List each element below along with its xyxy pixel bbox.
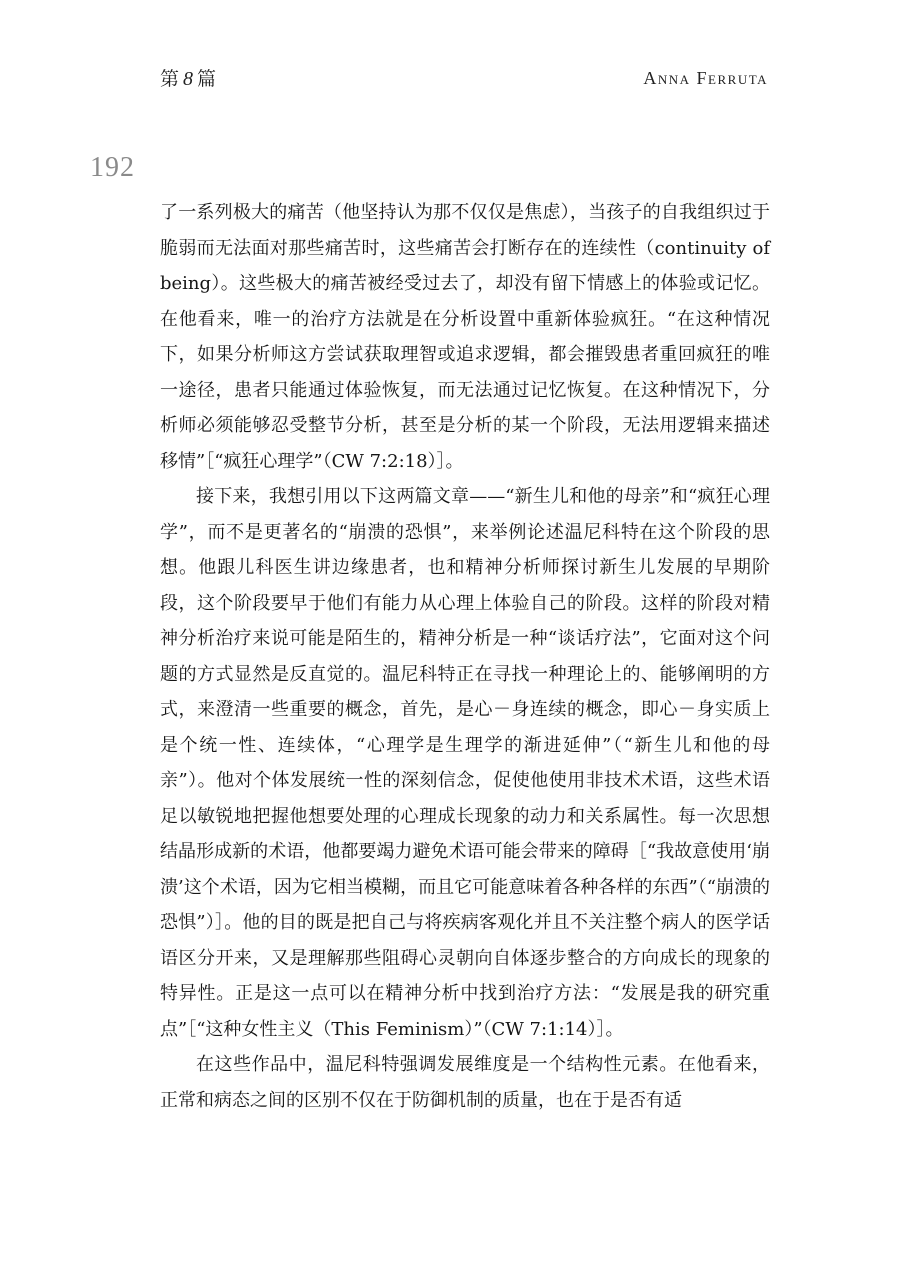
chapter-suffix: 篇 (197, 68, 218, 90)
running-head-author: Anna Ferruta (643, 68, 768, 88)
chapter-number: 8 (183, 68, 195, 90)
paragraph-continued: 了一系列极大的痛苦（他坚持认为那不仅仅是焦虑），当孩子的自我组织过于脆弱而无法面对那些痛苦时，这些痛苦会打断存在的连续性（continuity of being）。这些极大的痛苦被经受过去了，却没有留下情感上的体验或记忆。在他看来，唯一的治疗方法就是在分析设置中重新体验疯狂。“在这种情况下，如果分析师这方尝试获取理智或追求逻辑，都会摧毁患者重回疯狂的唯一途径，患者只能通过体验恢复，而无法通过记忆恢复。在这种情况下，分析师必须能够忍受整节分析，甚至是分析的某一个阶段，无法用逻辑来描述移情”［“疯狂心理学”（CW 7:2:18）］。 (160, 202, 770, 472)
paragraph: 在这些作品中，温尼科特强调发展维度是一个结构性元素。在他看来，正常和病态之间的区别不仅在于防御机制的质量，也在于是否有适 (160, 1054, 770, 1111)
chapter-prefix: 第 (160, 68, 181, 90)
paragraph: 接下来，我想引用以下这两篇文章——“新生儿和他的母亲”和“疯狂心理学”，而不是更著名的“崩溃的恐惧”，来举例论述温尼科特在这个阶段的思想。他跟儿科医生讲边缘患者，也和精神分析师探讨新生儿发展的早期阶段，这个阶段要早于他们有能力从心理上体验自己的阶段。这样的阶段对精神分析治疗来说可能是陌生的，精神分析是一种“谈话疗法”，它面对这个问题的方式显然是反直觉的。温尼科特正在寻找一种理论上的、能够阐明的方式，来澄清一些重要的概念，首先，是心－身连续的概念，即心－身实质上是个统一性、连续体，“心理学是生理学的渐进延伸”（“新生儿和他的母亲”）。他对个体发展统一性的深刻信念，促使他使用非技术术语，这些术语足以敏锐地把握他想要处理的心理成长现象的动力和关系属性。每一次思想结晶形成新的术语，他都要竭力避免术语可能会带来的障碍［“我故意使用‘崩溃’这个术语，因为它相当模糊，而且它可能意味着各种各样的东西”（“崩溃的恐惧”）］。他的目的既是把自己与将疾病客观化并且不关注整个病人的医学话语区分开来，又是理解那些阻碍心灵朝向自体逐步整合的方向成长的现象的特异性。正是这一点可以在精神分析中找到治疗方法：“发展是我的研究重点”［“这种女性主义（This Feminism）”（CW 7:1:14）］。 (160, 486, 770, 1040)
body-text (160, 195, 770, 1118)
page-number: 192 (90, 152, 135, 183)
running-head-chapter (160, 64, 217, 91)
